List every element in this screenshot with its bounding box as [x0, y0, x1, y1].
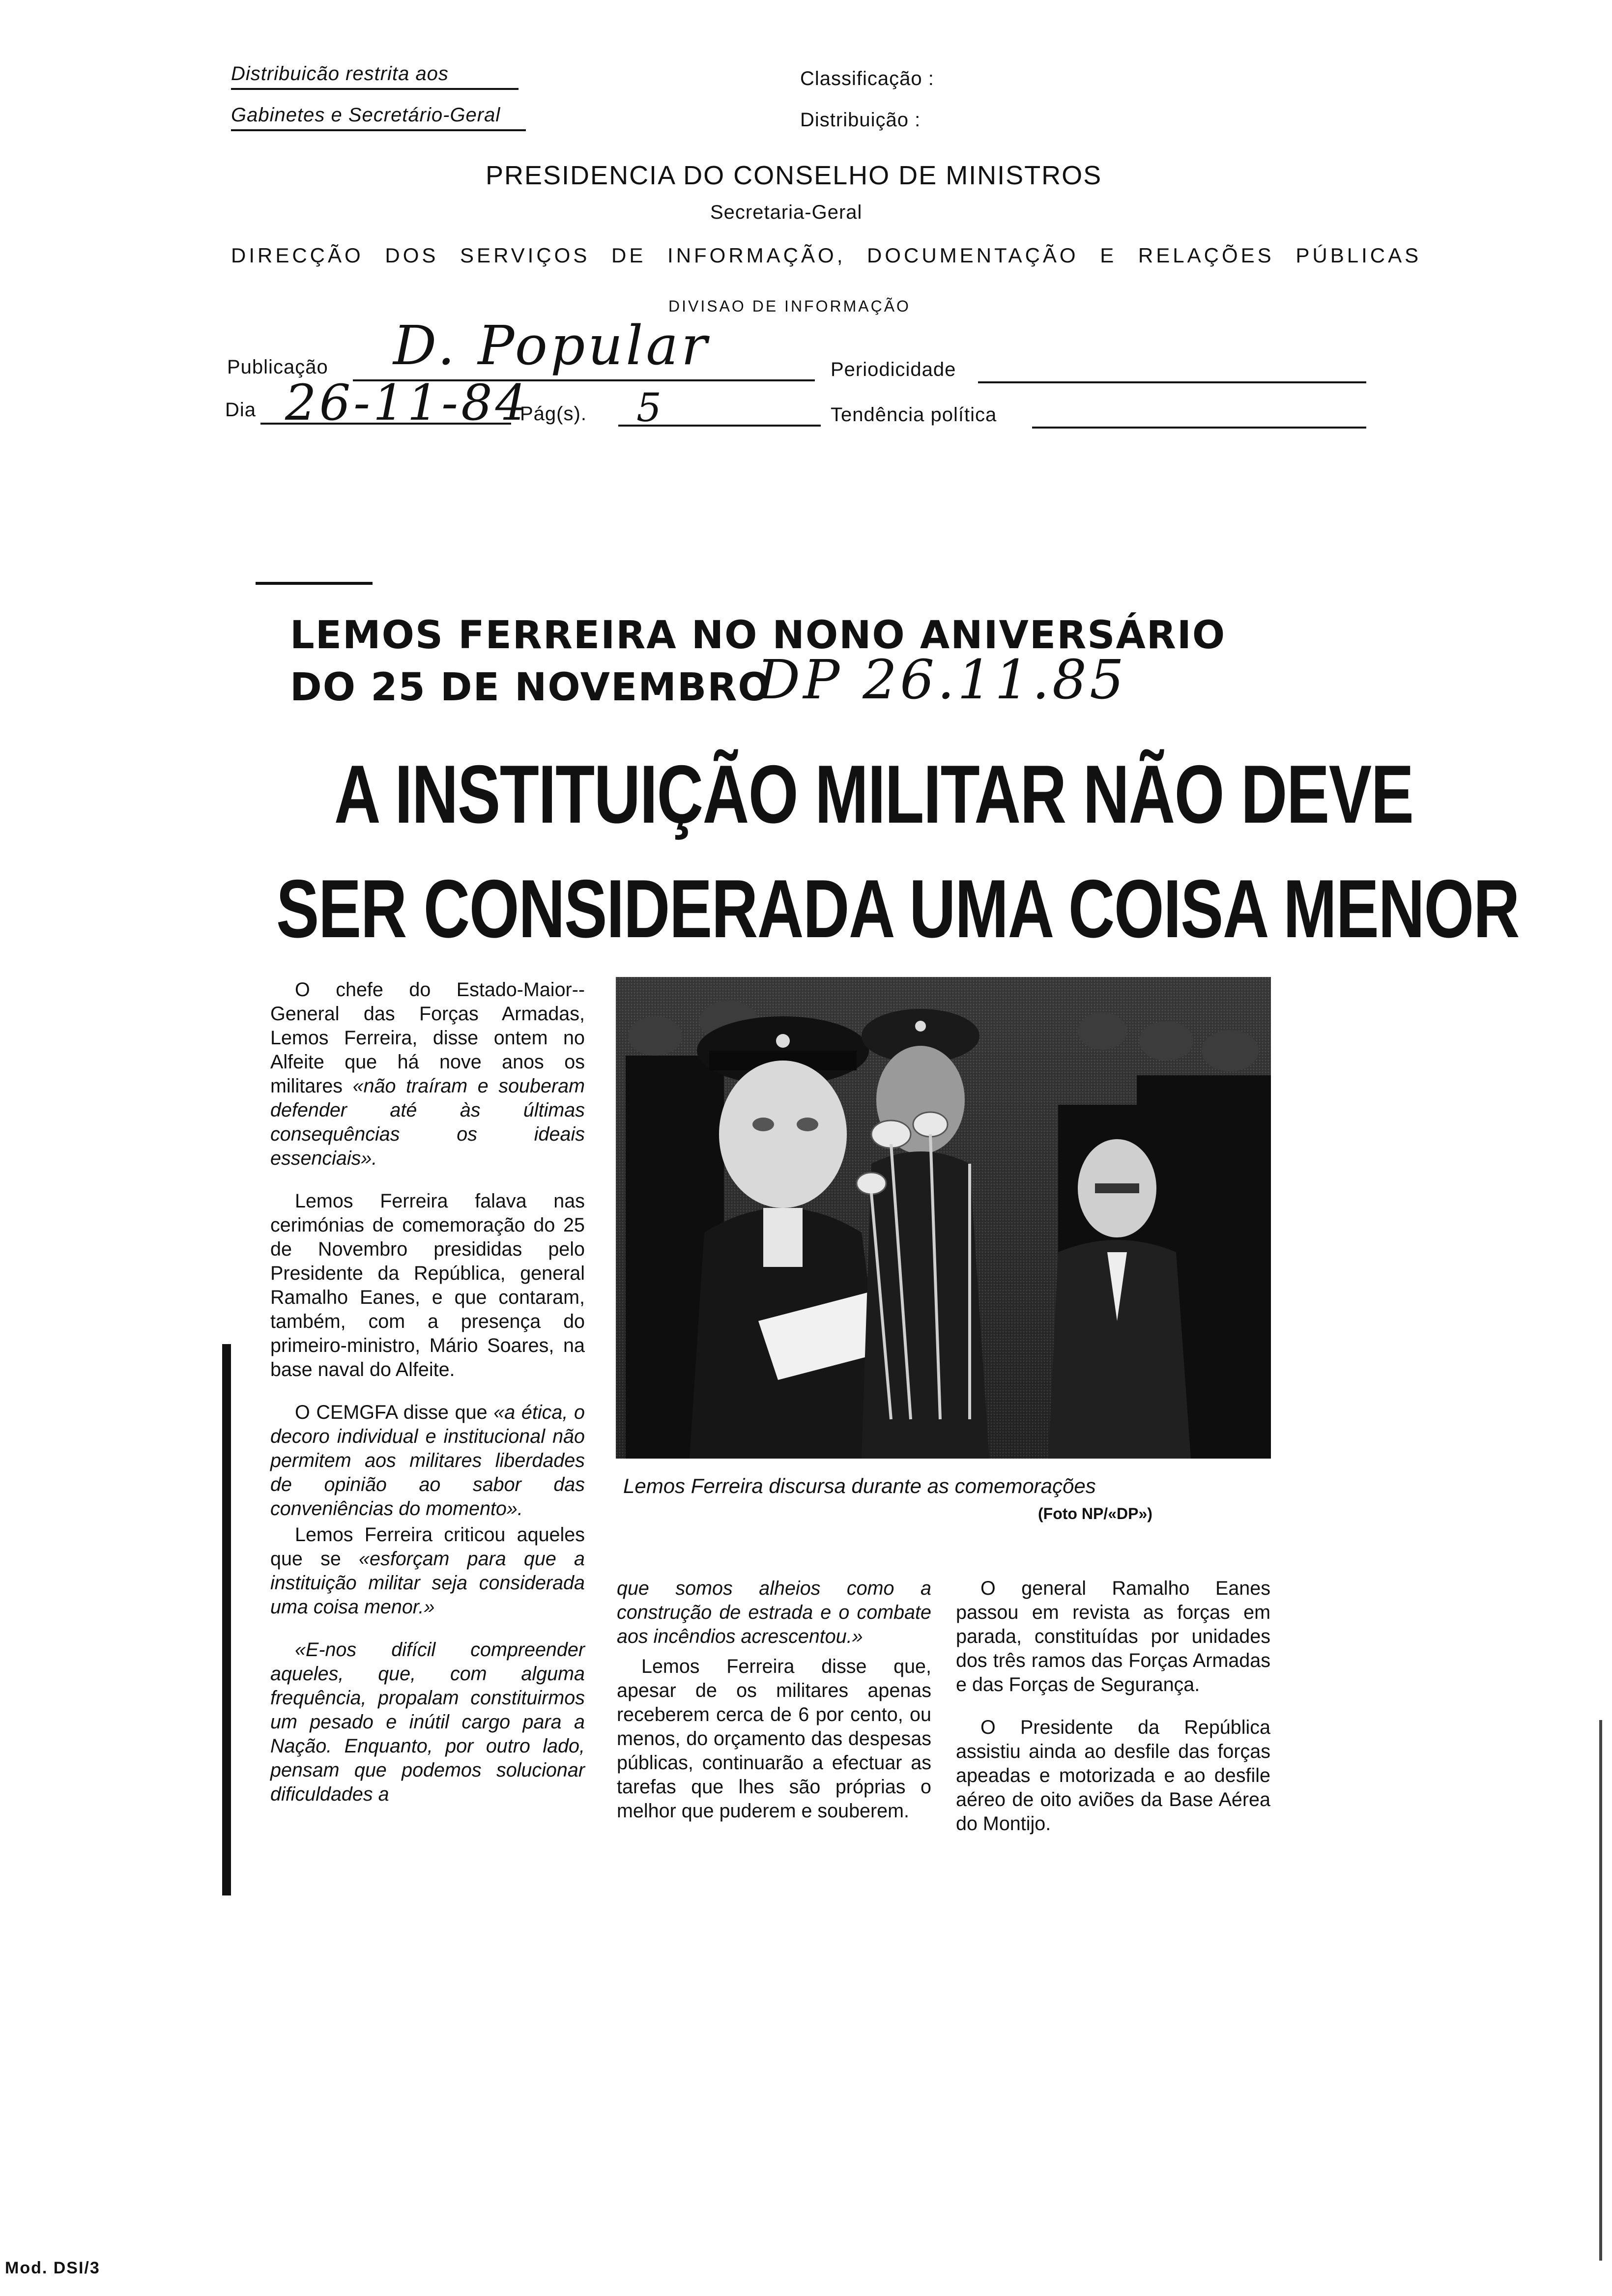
scan-edge-mark: [1599, 1720, 1602, 2261]
kicker-rule: [256, 582, 373, 585]
paragraph: [270, 1401, 585, 1521]
article-column-2: [617, 1577, 931, 1842]
photo-illustration: [616, 977, 1271, 1459]
restricted-line-1: Distribuicão restrita aos: [231, 63, 518, 90]
quote-text: «a ética, o decoro individual e institucional não permitem aos militares liberdades de opinião ao sabor das conveniências do momento».: [270, 1402, 585, 1520]
dia-label: Dia: [225, 399, 257, 421]
paragraph: Lemos Ferreira falava nas cerimónias de comemoração do 25 de Novembro presididas pelo Presidente da República, general Ramalho Eanes, e que contaram, também, com a presença do primeiro-ministro, Mário Soares, na base naval do Alfeite.: [270, 1190, 585, 1380]
paragraph-text: Lemos Ferreira criticou aqueles que se: [270, 1524, 585, 1570]
paragraph-text: O CEMGFA disse que: [295, 1402, 494, 1423]
periodicidade-label: Periodicidade: [831, 359, 956, 380]
column-rule-bar: [222, 1344, 231, 1895]
pags-handwritten: 5: [636, 385, 664, 430]
paragraph: Lemos Ferreira disse que, apesar de os militares apenas receberem cerca de 6 por cento, ou menos, do orçamento das despesas públicas, continuarão a efectuar as tarefas que lhes são próprias o melhor que puderem e souberem.: [617, 1656, 931, 1822]
distribuicao-label: Distribuição :: [800, 109, 921, 131]
news-photo: [616, 977, 1271, 1459]
archive-stamp-handwritten: DP 26.11.85: [757, 648, 1127, 711]
quote-text: «não traíram e souberam defender até às últimas consequências os ideais essenciais».: [270, 1075, 585, 1169]
paragraph: O Presidente da República assistiu ainda ao desfile das forças apeadas e motorizada e ao desfile aéreo de oito aviões da Base Aérea do Montijo.: [956, 1717, 1270, 1835]
headline-line-2: SER CONSIDERADA UMA COISA MENOR: [276, 862, 1519, 955]
paragraph: [270, 978, 585, 1171]
photo-caption: Lemos Ferreira discursa durante as comemorações: [623, 1474, 1096, 1497]
dia-handwritten: 26-11-84: [285, 374, 530, 431]
divisao-informacao: DIVISAO DE INFORMAÇÃO: [668, 297, 911, 315]
pags-label: Pág(s).: [520, 403, 587, 425]
tendencia-label: Tendência política: [831, 404, 997, 426]
paragraph: O general Ramalho Eanes passou em revista as forças em parada, constituídas por unidades dos três ramos das Forças Armadas e das Forças de Segurança.: [956, 1578, 1270, 1695]
photo-credit: (Foto NP/«DP»): [1038, 1505, 1152, 1522]
publicacao-handwritten: D. Popular: [393, 314, 710, 377]
kicker-line-2: DO 25 DE NOVEMBRO: [290, 665, 772, 710]
periodicidade-rule: [978, 381, 1366, 383]
quote-text: «esforçam para que a instituição militar seja considerada uma coisa menor.»: [270, 1548, 585, 1618]
form-model-code: Mod. DSI/3: [5, 2259, 100, 2277]
classificacao-label: Classificação :: [800, 68, 934, 89]
presidencia-title: PRESIDENCIA DO CONSELHO DE MINISTROS: [486, 161, 1102, 190]
direccao-servicos: DIRECÇÃO DOS SERVIÇOS DE INFORMAÇÃO, DOCUMENTAÇÃO E RELAÇÕES PÚBLICAS: [231, 244, 1422, 267]
paragraph: «E-nos difícil compreender aqueles, que, com alguma frequência, propalam constituirmos um pesado e inútil cargo para a Nação. Enquanto, por outro lado, pensam que podemos solucionar dificuldades a: [270, 1639, 585, 1805]
paragraph-text: O chefe do Estado-Maior--General das Forças Armadas, Lemos Ferreira, disse ontem no Alfeite que há nove anos os militares: [270, 979, 585, 1097]
publicacao-label: Publicação: [227, 356, 328, 378]
restricted-line-2: Gabinetes e Secretário-Geral: [231, 104, 526, 131]
headline-line-1: A INSTITUIÇÃO MILITAR NÃO DEVE: [334, 748, 1413, 840]
article-column-1: [270, 978, 585, 1825]
secretaria-geral: Secretaria-Geral: [710, 201, 863, 223]
tendencia-rule: [1032, 427, 1366, 429]
paragraph: que somos alheios como a construção de estrada e o combate aos incêndios acrescentou.»: [617, 1578, 931, 1647]
kicker-line-1: LEMOS FERREIRA NO NONO ANIVERSÁRIO: [290, 613, 1226, 658]
article-column-3: [956, 1577, 1270, 1855]
paragraph: [270, 1523, 585, 1619]
